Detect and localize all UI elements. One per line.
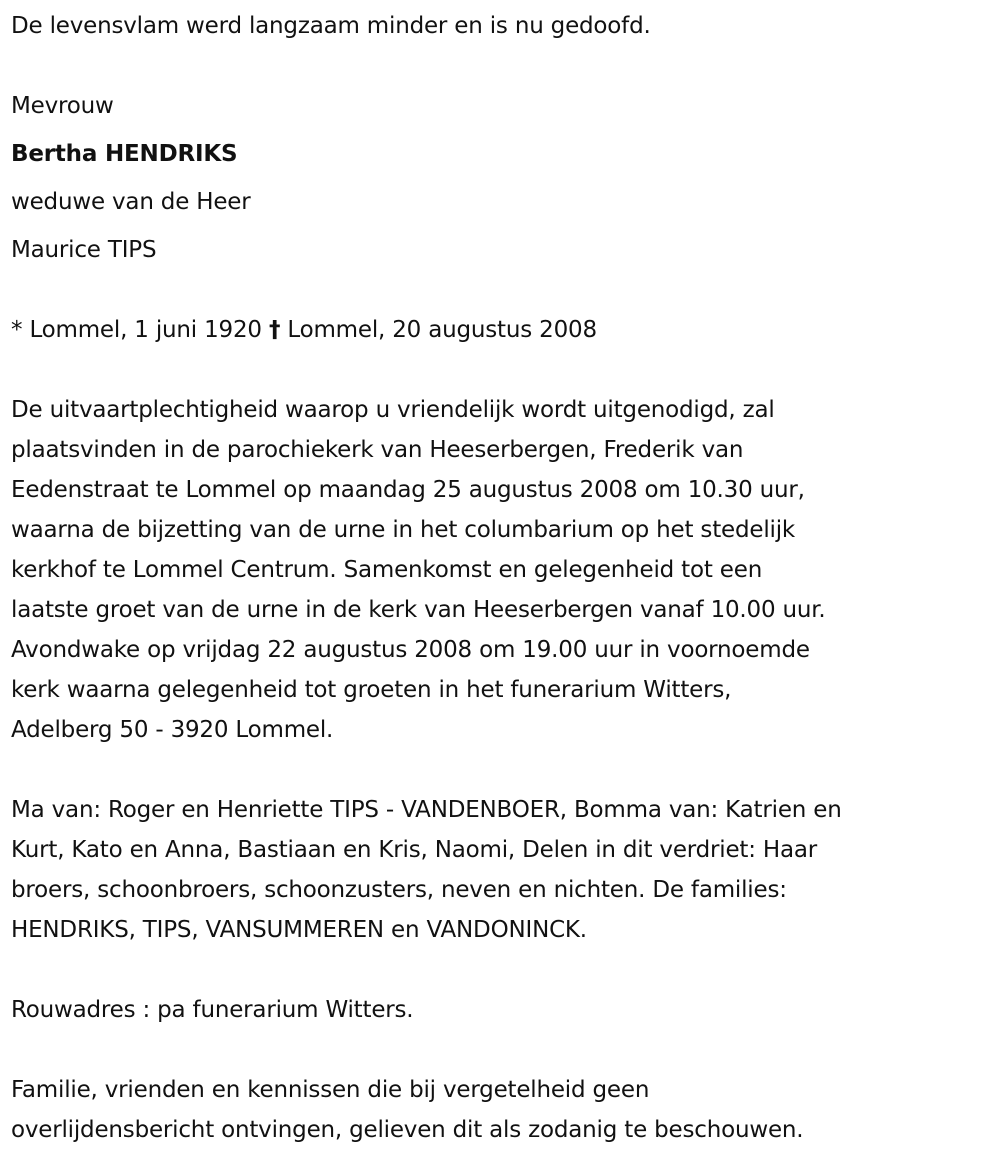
ceremony-line: Avondwake op vrijdag 22 augustus 2008 om 19.00 uur in voornoemde [11, 637, 810, 663]
ceremony-line: Adelberg 50 - 3920 Lommel. [11, 717, 334, 743]
ceremony-paragraph [11, 390, 996, 750]
birth-info: Lommel, 1 juni 1920 [29, 317, 262, 343]
deceased-title: Mevrouw [11, 93, 114, 119]
family-line: Kurt, Kato en Anna, Bastiaan en Kris, Naomi, Delen in dit verdriet: Haar [11, 837, 818, 863]
ceremony-line: waarna de bijzetting van de urne in het columbarium op het stedelijk [11, 517, 796, 543]
ceremony-line: kerkhof te Lommel Centrum. Samenkomst en gelegenheid tot een [11, 557, 763, 583]
notice-line: Familie, vrienden en kennissen die bij vergetelheid geen [11, 1077, 650, 1103]
family-paragraph [11, 790, 996, 950]
notice-line: overlijdensbericht ontvingen, gelieven dit als zodanig te beschouwen. [11, 1117, 804, 1143]
spouse-name: Maurice TIPS [11, 237, 157, 263]
notice-paragraph [11, 1070, 996, 1150]
family-line: Ma van: Roger en Henriette TIPS - VANDENBOER, Bomma van: Katrien en [11, 797, 842, 823]
ceremony-line: Eedenstraat te Lommel op maandag 25 augustus 2008 om 10.30 uur, [11, 477, 805, 503]
ceremony-line: kerk waarna gelegenheid tot groeten in het funerarium Witters, [11, 677, 732, 703]
ceremony-line: laatste groet van de urne in de kerk van Heeserbergen vanaf 10.00 uur. [11, 597, 826, 623]
deceased-name: Bertha HENDRIKS [11, 141, 238, 167]
cross-icon: † [268, 317, 281, 343]
birth-star-icon: * [11, 317, 23, 343]
mourning-address: Rouwadres : pa funerarium Witters. [11, 997, 414, 1023]
deceased-relation: weduwe van de Heer [11, 189, 251, 215]
death-info: Lommel, 20 augustus 2008 [287, 317, 597, 343]
family-line: HENDRIKS, TIPS, VANSUMMEREN en VANDONINCK. [11, 917, 587, 943]
life-dates [11, 310, 597, 350]
ceremony-line: plaatsvinden in de parochiekerk van Heeserbergen, Frederik van [11, 437, 744, 463]
ceremony-line: De uitvaartplechtigheid waarop u vriendelijk wordt uitgenodigd, zal [11, 397, 775, 423]
motto: De levensvlam werd langzaam minder en is nu gedoofd. [11, 13, 651, 39]
family-line: broers, schoonbroers, schoonzusters, neven en nichten. De families: [11, 877, 787, 903]
